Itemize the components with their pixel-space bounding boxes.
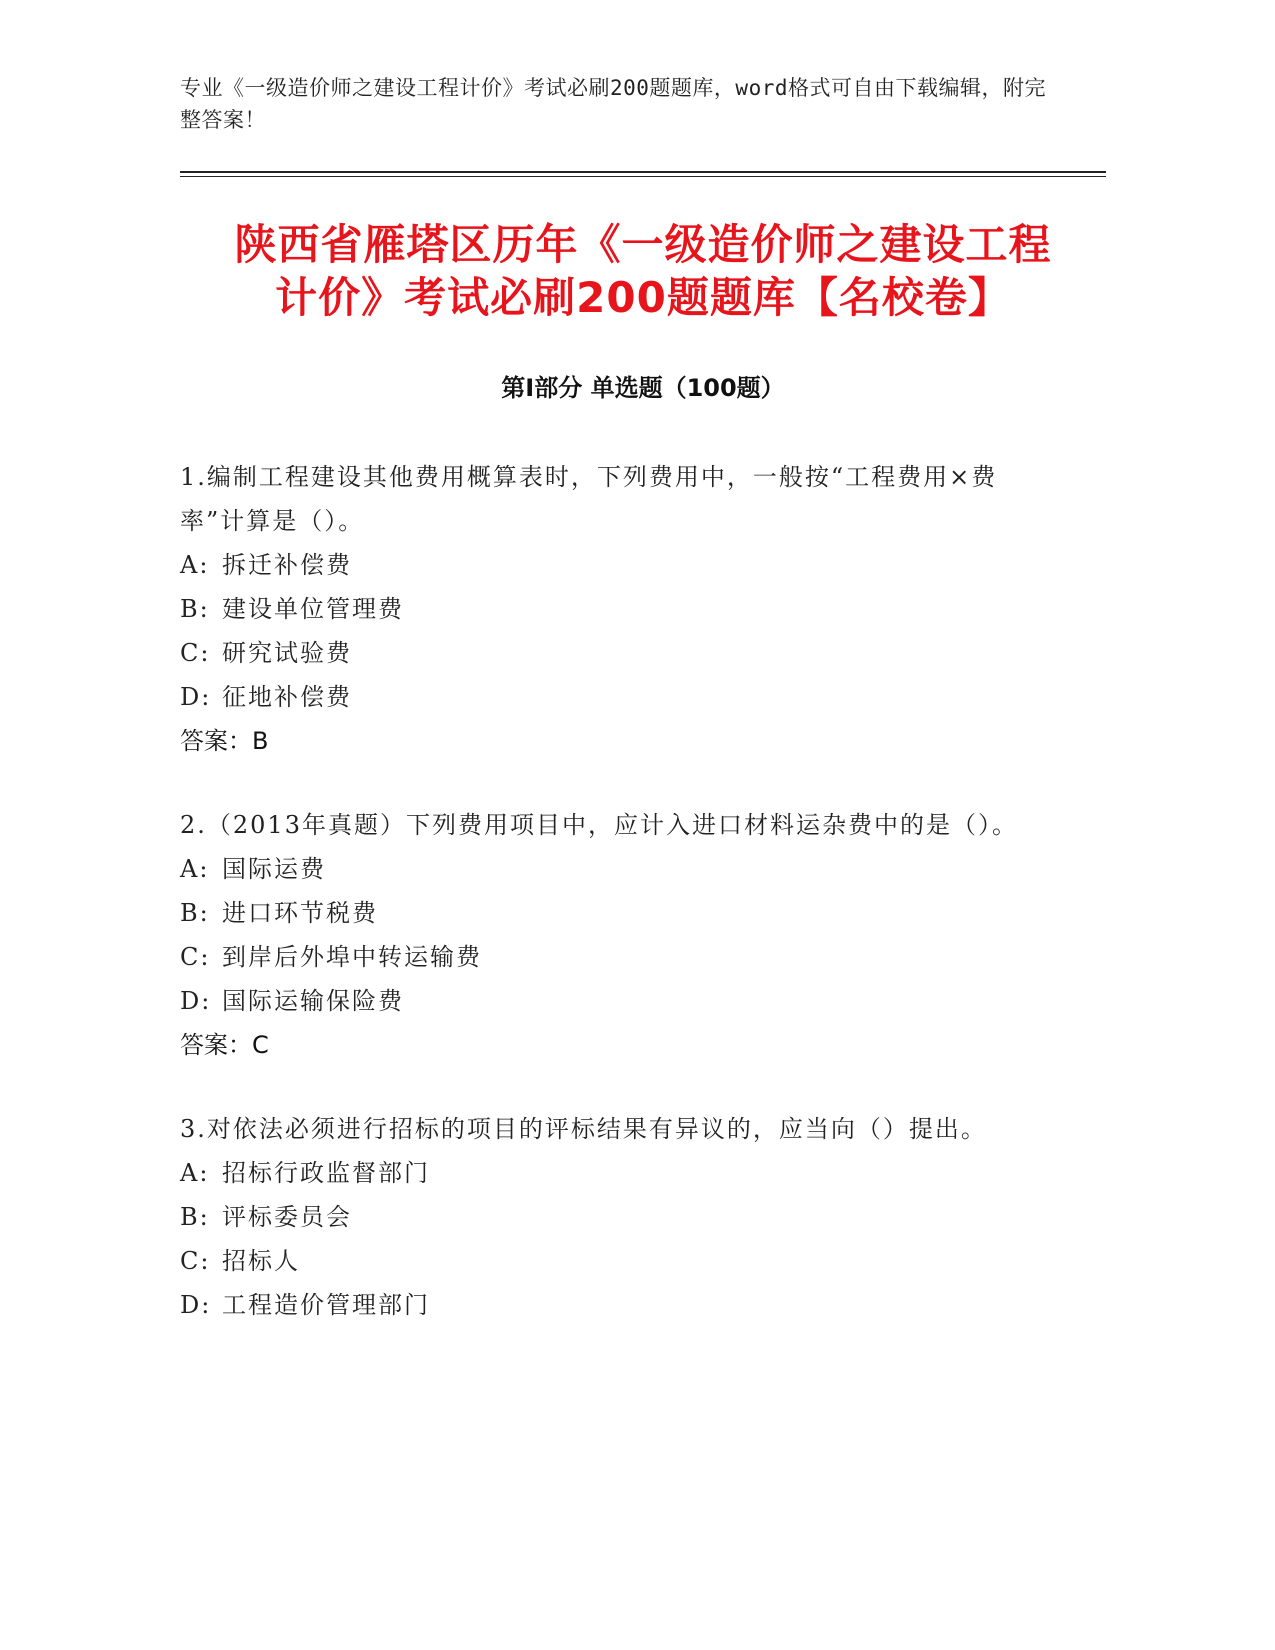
option-a <box>180 543 1030 587</box>
option-c <box>180 631 1030 675</box>
option-letter: C: <box>180 639 211 667</box>
option-text: 研究试验费 <box>222 639 352 667</box>
question-stem: 2.（2013年真题）下列费用项目中，应计入进口材料运杂费中的是（）。 <box>180 811 1018 839</box>
option-text: 招标行政监督部门 <box>222 1159 430 1187</box>
option-text: 国际运费 <box>222 855 326 883</box>
option-d <box>180 1283 1030 1327</box>
title-line-1: 陕西省雁塔区历年《一级造价师之建设工程 <box>234 220 1052 269</box>
answer-line: 答案：C <box>180 1031 269 1059</box>
question-2 <box>180 803 1030 1067</box>
option-text: 征地补偿费 <box>222 683 352 711</box>
document-title <box>180 218 1106 324</box>
option-text: 工程造价管理部门 <box>222 1291 430 1319</box>
option-a <box>180 847 1030 891</box>
option-letter: C: <box>180 1247 211 1275</box>
option-letter: D: <box>180 683 212 711</box>
option-d <box>180 675 1030 719</box>
option-text: 到岸后外埠中转运输费 <box>222 943 482 971</box>
question-stem: 3.对依法必须进行招标的项目的评标结果有异议的，应当向（）提出。 <box>180 1115 987 1143</box>
answer-line: 答案：B <box>180 727 269 755</box>
option-d <box>180 979 1030 1023</box>
header-rule-thick <box>180 171 1106 173</box>
section-heading: 第Ⅰ部分 单选题（100题） <box>501 374 785 402</box>
option-text: 建设单位管理费 <box>222 595 404 623</box>
header-note: 专业《一级造价师之建设工程计价》考试必刷200题题库，word格式可自由下载编辑，附完整答案！ <box>180 76 1046 132</box>
option-letter: A: <box>180 1159 210 1187</box>
option-letter: C: <box>180 943 211 971</box>
question-stem: 1.编制工程建设其他费用概算表时，下列费用中，一般按“工程费用×费率”计算是（）。 <box>180 463 998 535</box>
option-letter: B: <box>180 595 210 623</box>
option-letter: A: <box>180 855 210 883</box>
option-letter: D: <box>180 1291 212 1319</box>
option-letter: B: <box>180 1203 210 1231</box>
option-letter: D: <box>180 987 212 1015</box>
option-c <box>180 1239 1030 1283</box>
option-text: 国际运输保险费 <box>222 987 404 1015</box>
option-b <box>180 1195 1030 1239</box>
option-text: 评标委员会 <box>222 1203 352 1231</box>
title-line-2: 计价》考试必刷200题题库【名校卷】 <box>275 273 1011 322</box>
option-text: 招标人 <box>222 1247 300 1275</box>
question-1 <box>180 455 1030 763</box>
header-rule-thin <box>180 176 1106 177</box>
question-list <box>180 455 1030 1367</box>
option-text: 拆迁补偿费 <box>222 551 352 579</box>
option-text: 进口环节税费 <box>222 899 378 927</box>
option-letter: A: <box>180 551 210 579</box>
question-3 <box>180 1107 1030 1327</box>
option-a <box>180 1151 1030 1195</box>
option-b <box>180 587 1030 631</box>
option-b <box>180 891 1030 935</box>
option-letter: B: <box>180 899 210 927</box>
option-c <box>180 935 1030 979</box>
